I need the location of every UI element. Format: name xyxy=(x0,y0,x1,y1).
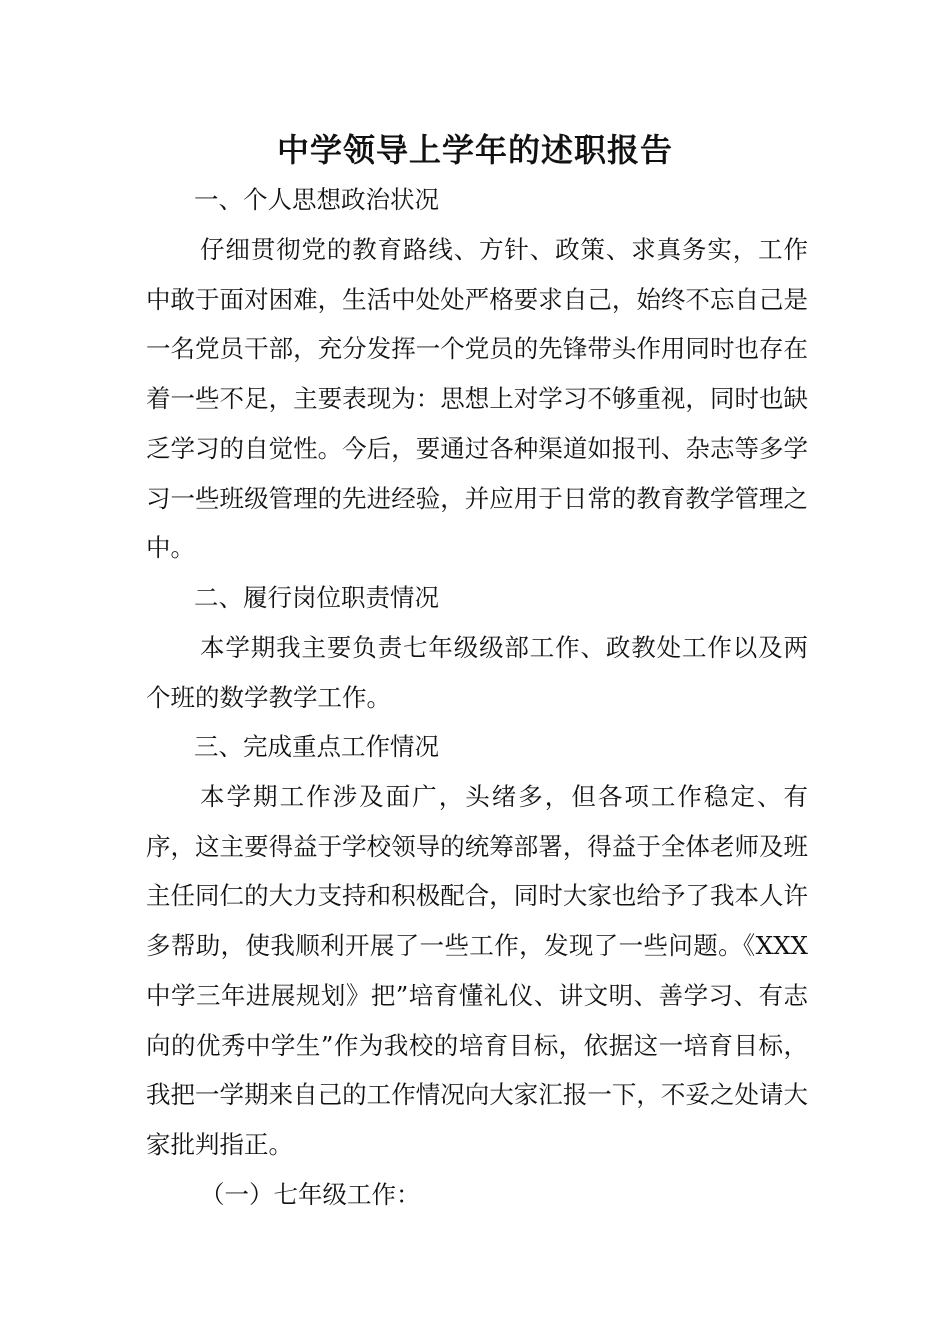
section-heading-2: 二、履行岗位职责情况 xyxy=(194,583,439,612)
document-title: 中学领导上学年的述职报告 xyxy=(276,131,673,169)
section-paragraph-3: 本学期工作涉及面广，头绪多，但各项工作稳定、有序，这主要得益于学校领导的统筹部署，得益于全体老师及班主任同仁的大力支持和积极配合，同时大家也给予了我本人许多帮助，使我顺利开展了一些工作，发现了一些问题。《XXX中学三年进展规划》把”培育懂礼仪、讲文明、善学习、有志向的优秀中学生”作为我校的培育目标，依据这一培育目标，我把一学期来自己的工作情况向大家汇报一下，不妥之处请大家批判指正。 xyxy=(146,782,808,1159)
section-paragraph-1: 仔细贯彻党的教育路线、方针、政策、求真务实，工作中敢于面对困难，生活中处处严格要求自己，始终不忘自己是一名党员干部，充分发挥一个党员的先锋带头作用同时也存在着一些不足，主要表现为：思想上对学习不够重视，同时也缺乏学习的自觉性。今后，要通过各种渠道如报刊、杂志等多学习一些班级管理的先进经验，并应用于日常的教育教学管理之中。 xyxy=(146,235,808,563)
section-heading-3: 三、完成重点工作情况 xyxy=(194,732,439,761)
section-heading-1: 一、个人思想政治状况 xyxy=(194,185,439,214)
subsection-heading-1: （一）七年级工作： xyxy=(200,1180,421,1209)
section-paragraph-2: 本学期我主要负责七年级级部工作、政教处工作以及两个班的数学教学工作。 xyxy=(146,633,808,712)
